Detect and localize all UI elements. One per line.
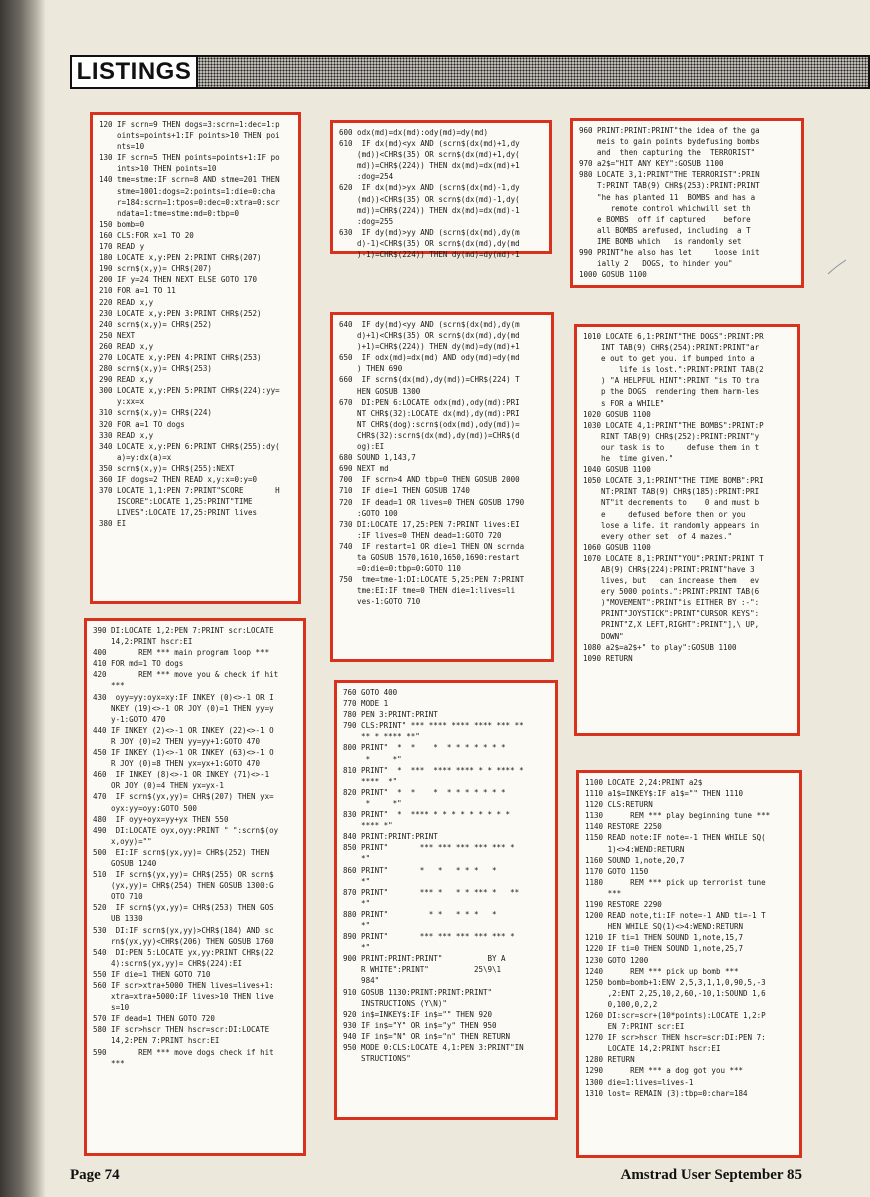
listing-box-lines-600-630 xyxy=(330,120,552,260)
listing-code: 1100 LOCATE 2,24:PRINT a2$ 1110 a1$=INKEY$:IF a1$="" THEN 1110 1120 CLS:RETURN 1130 REM *** play beginning tune *** 1140 RESTORE 2250 1150 READ note:IF note=-1 THEN WHILE SQ( 1)<>4:WEND:RETURN 1160 SOUND 1,note,20,7 1170 GOTO 1150 1180 REM *** pick up terrorist tune *** 1190 RESTORE 2290 1200 READ note,ti:IF note=-1 AND ti=-1 T HEN WHILE SQ(1)<>4:WEND:RETURN 1210 IF ti=1 THEN SOUND 1,note,15,7 1220 IF ti=0 THEN SOUND 1,note,25,7 1230 GOTO 1200 1240 REM *** pick up bomb *** 1250 bomb=bomb+1:ENV 2,5,3,1,1,0,90,5,-3 ,2:ENT 2,25,10,2,60,-10,1:SOUND 1,6 0,100,0,2,2 1260 DI:scr=scr+(10*points):LOCATE 1,2:P EN 7:PRINT scr:EI 1270 IF scr>hscr THEN hscr=scr:DI:PEN 7: LOCATE 14,2:PRINT hscr:EI 1280 RETURN 1290 REM *** a dog got you *** 1300 die=1:lives=lives-1 1310 lost= REMAIN (3):tbp=0:char=184 xyxy=(585,778,771,1098)
section-title: LISTINGS xyxy=(70,55,198,89)
listing-box-lines-390-590 xyxy=(84,618,306,1156)
listing-box-lines-960-1000 xyxy=(570,118,804,288)
listing-code: 390 DI:LOCATE 1,2:PEN 7:PRINT scr:LOCATE 14,2:PRINT hscr:EI 400 REM *** main program loop *** 410 FOR md=1 TO dogs 420 REM *** move you & check if hit *** 430 oyy=yy:oyx=xy:IF INKEY (0)<>-1 OR I NKEY (19)<>-1 OR JOY (0)=1 THEN yy=y y-1:GOTO 470 440 IF INKEY (2)<>-1 OR INKEY (22)<>-1 O R JOY (0)=2 THEN yy=yy+1:GOTO 470 450 IF INKEY (1)<>-1 OR INKEY (63)<>-1 O R JOY (0)=8 THEN yx=yx+1:GOTO 470 460 IF INKEY (8)<>-1 OR INKEY (71)<>-1 OR JOY (0)=4 THEN yx=yx-1 470 IF scrn$(yx,yy)= CHR$(207) THEN yx= oyx:yy=oyy:GOTO 500 480 IF oyy+oyx=yy+yx THEN 550 490 DI:LOCATE oyx,oyy:PRINT " ":scrn$(oy x,oyy)="" 500 EI:IF scrn$(yx,yy)= CHR$(252) THEN GOSUB 1240 510 IF scrn$(yx,yy)= CHR$(255) OR scrn$ (yx,yy)= CHR$(254) THEN GOSUB 1300:G OTO 710 520 IF scrn$(yx,yy)= CHR$(253) THEN GOS UB 1330 530 DI:IF scrn$(yx,yy)>CHR$(184) AND sc rn$(yx,yy)<CHR$(206) THEN GOSUB 1760 540 DI:PEN 5:LOCATE yx,yy:PRINT CHR$(22 4):scrn$(yx,yy)= CHR$(224):EI 550 IF die=1 THEN GOTO 710 560 IF scr>xtra+5000 THEN lives=lives+1: xtra=xtra+5000:IF lives>10 THEN live s=10 570 IF dead=1 THEN GOTO 720 580 IF scr>hscr THEN hscr=scr:DI:LOCATE 14,2:PEN 7:PRINT hscr:EI 590 REM *** move dogs check if hit *** xyxy=(93,626,279,1068)
pencil-mark xyxy=(826,258,848,276)
listing-box-lines-120-380 xyxy=(90,112,301,604)
listing-code: 600 odx(md)=dx(md):ody(md)=dy(md) 610 IF dx(md)<yx AND (scrn$(dx(md)+1,dy (md))<CHR$(35) OR scrn$(dx(md)+1,dy( md))=CHR$(224)) THEN dx(md)=dx(md)+1 :dog=254 620 IF dx(md)>yx AND (scrn$(dx(md)-1,dy (md))<CHR$(35) OR scrn$(dx(md)-1,dy( md))=CHR$(224)) THEN dx(md)=dx(md)-1 :dog=255 630 IF dy(md)>yy AND (scrn$(dx(md),dy(m d)-1)<CHR$(35) OR scrn$(dx(md),dy(md )-1)=CHR$(224)) THEN dy(md)=dy(md)-1 xyxy=(339,128,520,260)
header-halftone-band xyxy=(198,55,870,89)
listing-box-lines-760-950 xyxy=(334,680,558,1120)
listing-box-lines-640-750 xyxy=(330,312,554,662)
listing-code: 960 PRINT:PRINT:PRINT"the idea of the ga meis to gain points bydefusing bombs and then capturing the TERRORIST" 970 a2$="HIT ANY KEY":GOSUB 1100 980 LOCATE 3,1:PRINT"THE TERRORIST":PRIN T:PRINT TAB(9) CHR$(253):PRINT:PRINT "he has planted 11 BOMBS and has a remote control whichwill set th e BOMBS off if captured before all BOMBS arefused, including a T IME BOMB which is randomly set 990 PRINT"he also has let loose init ially 2 DOGS, to hinder you" 1000 GOSUB 1100 xyxy=(579,126,760,280)
page-binding-shadow xyxy=(0,0,46,1197)
listing-box-lines-1100-1310 xyxy=(576,770,802,1158)
page-number: Page 74 xyxy=(70,1167,120,1183)
section-header xyxy=(70,55,870,91)
listing-code: 760 GOTO 400 770 MODE 1 780 PEN 3:PRINT:PRINT 790 CLS:PRINT" *** **** **** **** *** ** ** * **** **" 800 PRINT" * * * * * * * * * * * *" 810 PRINT" * *** **** **** * * **** * **** *" 820 PRINT" * * * * * * * * * * * *" 830 PRINT" * **** * * * * * * * * * **** *" 840 PRINT:PRINT:PRINT 850 PRINT" *** *** *** *** *** * *" 860 PRINT" * * * * * * *" 870 PRINT" *** * * * *** * ** *" 880 PRINT" * * * * * * *" 890 PRINT" *** *** *** *** *** * *" 900 PRINT:PRINT:PRINT" BY A R WHITE":PRINT" 25\9\1 984" 910 GOSUB 1130:PRINT:PRINT:PRINT" INSTRUCTIONS (Y\N)" 920 in$=INKEY$:IF in$="" THEN 920 930 IF in$="Y" OR in$="y" THEN 950 940 IF in$="N" OR in$="n" THEN RETURN 950 MODE 0:CLS:LOCATE 4,1:PEN 3:PRINT"IN STRUCTIONS" xyxy=(343,688,524,1064)
magazine-issue: Amstrad User September 85 xyxy=(620,1167,802,1183)
listing-code: 640 IF dy(md)<yy AND (scrn$(dx(md),dy(m d)+1)<CHR$(35) OR scrn$(dx(md),dy(md )+1)=CHR$(224)) THEN dy(md)=dy(md)+1 650 IF odx(md)=dx(md) AND ody(md)=dy(md ) THEN 690 660 IF scrn$(dx(md),dy(md))=CHR$(224) T HEN GOSUB 1300 670 DI:PEN 6:LOCATE odx(md),ody(md):PRI NT CHR$(32):LOCATE dx(md),dy(md):PRI NT CHR$(dog):scrn$(odx(md),ody(md))= CHR$(32):scrn$(dx(md),dy(md))=CHR$(d og):EI 680 SOUND 1,143,7 690 NEXT md 700 IF scrn>4 AND tbp=0 THEN GOSUB 2000 710 IF die=1 THEN GOSUB 1740 720 IF dead=1 OR lives=0 THEN GOSUB 1790 :GOTO 100 730 DI:LOCATE 17,25:PEN 7:PRINT lives:EI :IF lives=0 THEN dead=1:GOTO 720 740 IF restart=1 OR die=1 THEN ON scrnda ta GOSUB 1570,1610,1650,1690:restart =0:die=0:tbp=0:GOTO 110 750 tme=tme-1:DI:LOCATE 5,25:PEN 7:PRINT tme:EI:IF tme=0 THEN die=1:lives=li ves-1:GOTO 710 xyxy=(339,320,525,607)
listing-box-lines-1010-1090 xyxy=(574,324,800,736)
listing-code: 120 IF scrn=9 THEN dogs=3:scrn=1:dec=1:p oints=points+1:IF points>10 THEN poi nts=10 130 IF scrn=5 THEN points=points+1:IF po ints>10 THEN points=10 140 tme=stme:IF scrn=8 AND stme=201 THEN stme=1001:dogs=2:points=1:die=0:cha r=184:scrn=1:tpos=0:dec=0:xtra=0:scr ndata=1:tme=stme:md=0:tbp=0 150 bomb=0 160 CLS:FOR x=1 TO 20 170 READ y 180 LOCATE x,y:PEN 2:PRINT CHR$(207) 190 scrn$(x,y)= CHR$(207) 200 IF y=24 THEN NEXT ELSE GOTO 170 210 FOR a=1 TO 11 220 READ x,y 230 LOCATE x,y:PEN 3:PRINT CHR$(252) 240 scrn$(x,y)= CHR$(252) 250 NEXT 260 READ x,y 270 LOCATE x,y:PEN 4:PRINT CHR$(253) 280 scrn$(x,y)= CHR$(253) 290 READ x,y 300 LOCATE x,y:PEN 5:PRINT CHR$(224):yy= y:xx=x 310 scrn$(x,y)= CHR$(224) 320 FOR a=1 TO dogs 330 READ x,y 340 LOCATE x,y:PEN 6:PRINT CHR$(255):dy( a)=y:dx(a)=x 350 scrn$(x,y)= CHR$(255):NEXT 360 IF dogs=2 THEN READ x,y:x=0:y=0 370 LOCATE 1,1:PEN 7:PRINT"SCORE H ISCORE":LOCATE 1,25:PRINT"TIME LIVES":LOCATE 17,25:PRINT lives 380 EI xyxy=(99,120,280,529)
listing-code: 1010 LOCATE 6,1:PRINT"THE DOGS":PRINT:PR INT TAB(9) CHR$(254):PRINT:PRINT"ar e out to get you. if bumped into a life is lost.":PRINT:PRINT TAB(2 ) "A HELPFUL HINT":PRINT "is TO tra p the DOGS rendering them harm-les s FOR a WHILE" 1020 GOSUB 1100 1030 LOCATE 4,1:PRINT"THE BOMBS":PRINT:P RINT TAB(9) CHR$(252):PRINT:PRINT"y our task is to defuse them in t he time given." 1040 GOSUB 1100 1050 LOCATE 3,1:PRINT"THE TIME BOMB":PRI NT:PRINT TAB(9) CHR$(185):PRINT:PRI NT"it decrements to 0 and must b e defused before then or you lose a life. it randomly appears in every other set of 4 mazes." 1060 GOSUB 1100 1070 LOCATE 8,1:PRINT"YOU":PRINT:PRINT T AB(9) CHR$(224):PRINT:PRINT"have 3 lives, but can increase them ev ery 5000 points.":PRINT:PRINT TAB(6 )"MOVEMENT":PRINT"is EITHER BY :-": PRINT"JOYSTICK":PRINT"CURSOR KEYS": PRINT"Z,X LEFT,RIGHT":PRINT"],\ UP, DOWN" 1080 a2$=a2$+" to play":GOSUB 1100 1090 RETURN xyxy=(583,332,764,663)
